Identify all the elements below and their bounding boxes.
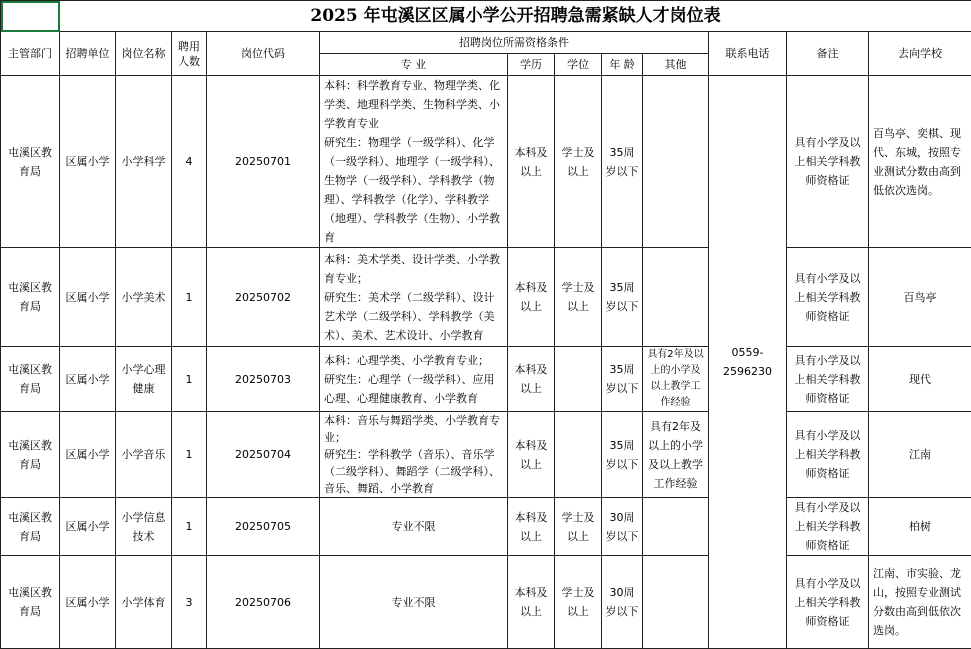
cell-remarks: 具有小学及以上相关学科教师资格证 (787, 76, 869, 248)
cell-schools: 江南 (869, 412, 971, 498)
cell-degree: 学士及以上 (555, 556, 602, 649)
cell-major: 本科：心理学类、小学教育专业； 研究生：心理学（一级学科）、应用心理、心理健康教育、小学教育 (320, 347, 508, 412)
cell-unit: 区属小学 (60, 248, 116, 347)
header-count: 聘用人数 (172, 32, 207, 76)
selected-cell[interactable] (1, 1, 60, 32)
cell-degree (555, 347, 602, 412)
header-education: 学历 (508, 54, 555, 76)
cell-degree: 学士及以上 (555, 248, 602, 347)
cell-count: 1 (172, 347, 207, 412)
cell-position: 小学音乐 (116, 412, 172, 498)
cell-schools: 柏树 (869, 498, 971, 556)
cell-remarks: 具有小学及以上相关学科教师资格证 (787, 556, 869, 649)
cell-age: 35周岁以下 (602, 248, 643, 347)
cell-major: 本科：科学教育专业、物理学类、化学类、地理科学类、生物科学类、小学教育专业 研究生：物理学（一级学科）、化学（一级学科）、地理学（一级学科）、生物学（一级学科）、学科教学（物理）、学科教学（化学）、学科教学（地理）、学科教学（生物）、小学教育 (320, 76, 508, 248)
cell-dept: 屯溪区教育局 (1, 248, 60, 347)
cell-major: 专业不限 (320, 556, 508, 649)
header-major: 专 业 (320, 54, 508, 76)
table-row (1, 347, 971, 412)
cell-unit: 区属小学 (60, 556, 116, 649)
cell-code: 20250705 (207, 498, 320, 556)
header-unit: 招聘单位 (60, 32, 116, 76)
header-dept: 主管部门 (1, 32, 60, 76)
header-degree: 学位 (555, 54, 602, 76)
cell-dept: 屯溪区教育局 (1, 556, 60, 649)
cell-dept: 屯溪区教育局 (1, 412, 60, 498)
cell-age: 30周岁以下 (602, 498, 643, 556)
cell-other: 具有2年及以上的小学及以上教学工作经验 (643, 347, 709, 412)
cell-degree (555, 412, 602, 498)
cell-count: 3 (172, 556, 207, 649)
cell-education: 本科及以上 (508, 498, 555, 556)
header-age: 年 龄 (602, 54, 643, 76)
cell-major: 本科：音乐与舞蹈学类、小学教育专业； 研究生：学科教学（音乐）、音乐学（二级学科）、舞蹈学（二级学科）、音乐、舞蹈、小学教育 (320, 412, 508, 498)
cell-age: 35周岁以下 (602, 347, 643, 412)
table-row (1, 412, 971, 498)
cell-position: 小学科学 (116, 76, 172, 248)
cell-remarks: 具有小学及以上相关学科教师资格证 (787, 347, 869, 412)
header-conditions: 招聘岗位所需资格条件 (320, 32, 709, 54)
cell-education: 本科及以上 (508, 556, 555, 649)
cell-schools: 百鸟亭 (869, 248, 971, 347)
page-title: 2025 年屯溪区区属小学公开招聘急需紧缺人才岗位表 (60, 1, 971, 32)
cell-education: 本科及以上 (508, 347, 555, 412)
header-remarks: 备注 (787, 32, 869, 76)
cell-dept: 屯溪区教育局 (1, 347, 60, 412)
cell-other (643, 556, 709, 649)
cell-unit: 区属小学 (60, 498, 116, 556)
cell-count: 4 (172, 76, 207, 248)
cell-count: 1 (172, 412, 207, 498)
table-row (1, 556, 971, 649)
cell-code: 20250706 (207, 556, 320, 649)
cell-unit: 区属小学 (60, 347, 116, 412)
cell-code: 20250704 (207, 412, 320, 498)
table-row (1, 248, 971, 347)
cell-remarks: 具有小学及以上相关学科教师资格证 (787, 248, 869, 347)
header-code: 岗位代码 (207, 32, 320, 76)
cell-schools: 现代 (869, 347, 971, 412)
cell-education: 本科及以上 (508, 76, 555, 248)
header-schools: 去向学校 (869, 32, 971, 76)
cell-other (643, 248, 709, 347)
cell-code: 20250701 (207, 76, 320, 248)
cell-schools: 百鸟亭、奕棋、现代、东城，按照专业测试分数由高到低依次选岗。 (869, 76, 971, 248)
cell-other (643, 76, 709, 248)
cell-education: 本科及以上 (508, 248, 555, 347)
cell-code: 20250703 (207, 347, 320, 412)
cell-major: 专业不限 (320, 498, 508, 556)
header-position: 岗位名称 (116, 32, 172, 76)
cell-position: 小学体育 (116, 556, 172, 649)
table-row (1, 76, 971, 248)
cell-unit: 区属小学 (60, 76, 116, 248)
cell-phone: 0559-2596230 (709, 76, 787, 649)
cell-position: 小学心理健康 (116, 347, 172, 412)
cell-degree: 学士及以上 (555, 76, 602, 248)
cell-age: 35周岁以下 (602, 76, 643, 248)
cell-count: 1 (172, 498, 207, 556)
table-row (1, 498, 971, 556)
cell-age: 35周岁以下 (602, 412, 643, 498)
cell-position: 小学信息技术 (116, 498, 172, 556)
cell-code: 20250702 (207, 248, 320, 347)
cell-other: 具有2年及以上的小学及以上教学工作经验 (643, 412, 709, 498)
cell-unit: 区属小学 (60, 412, 116, 498)
cell-age: 30周岁以下 (602, 556, 643, 649)
cell-major: 本科：美术学类、设计学类、小学教育专业； 研究生：美术学（二级学科）、设计艺术学（二级学科）、学科教学（美术）、美术、艺术设计、小学教育 (320, 248, 508, 347)
cell-remarks: 具有小学及以上相关学科教师资格证 (787, 498, 869, 556)
cell-position: 小学美术 (116, 248, 172, 347)
cell-education: 本科及以上 (508, 412, 555, 498)
cell-dept: 屯溪区教育局 (1, 76, 60, 248)
cell-other (643, 498, 709, 556)
cell-dept: 屯溪区教育局 (1, 498, 60, 556)
header-phone: 联系电话 (709, 32, 787, 76)
cell-schools: 江南、市实验、龙山，按照专业测试分数由高到低依次选岗。 (869, 556, 971, 649)
cell-remarks: 具有小学及以上相关学科教师资格证 (787, 412, 869, 498)
header-other: 其他 (643, 54, 709, 76)
cell-degree: 学士及以上 (555, 498, 602, 556)
cell-count: 1 (172, 248, 207, 347)
